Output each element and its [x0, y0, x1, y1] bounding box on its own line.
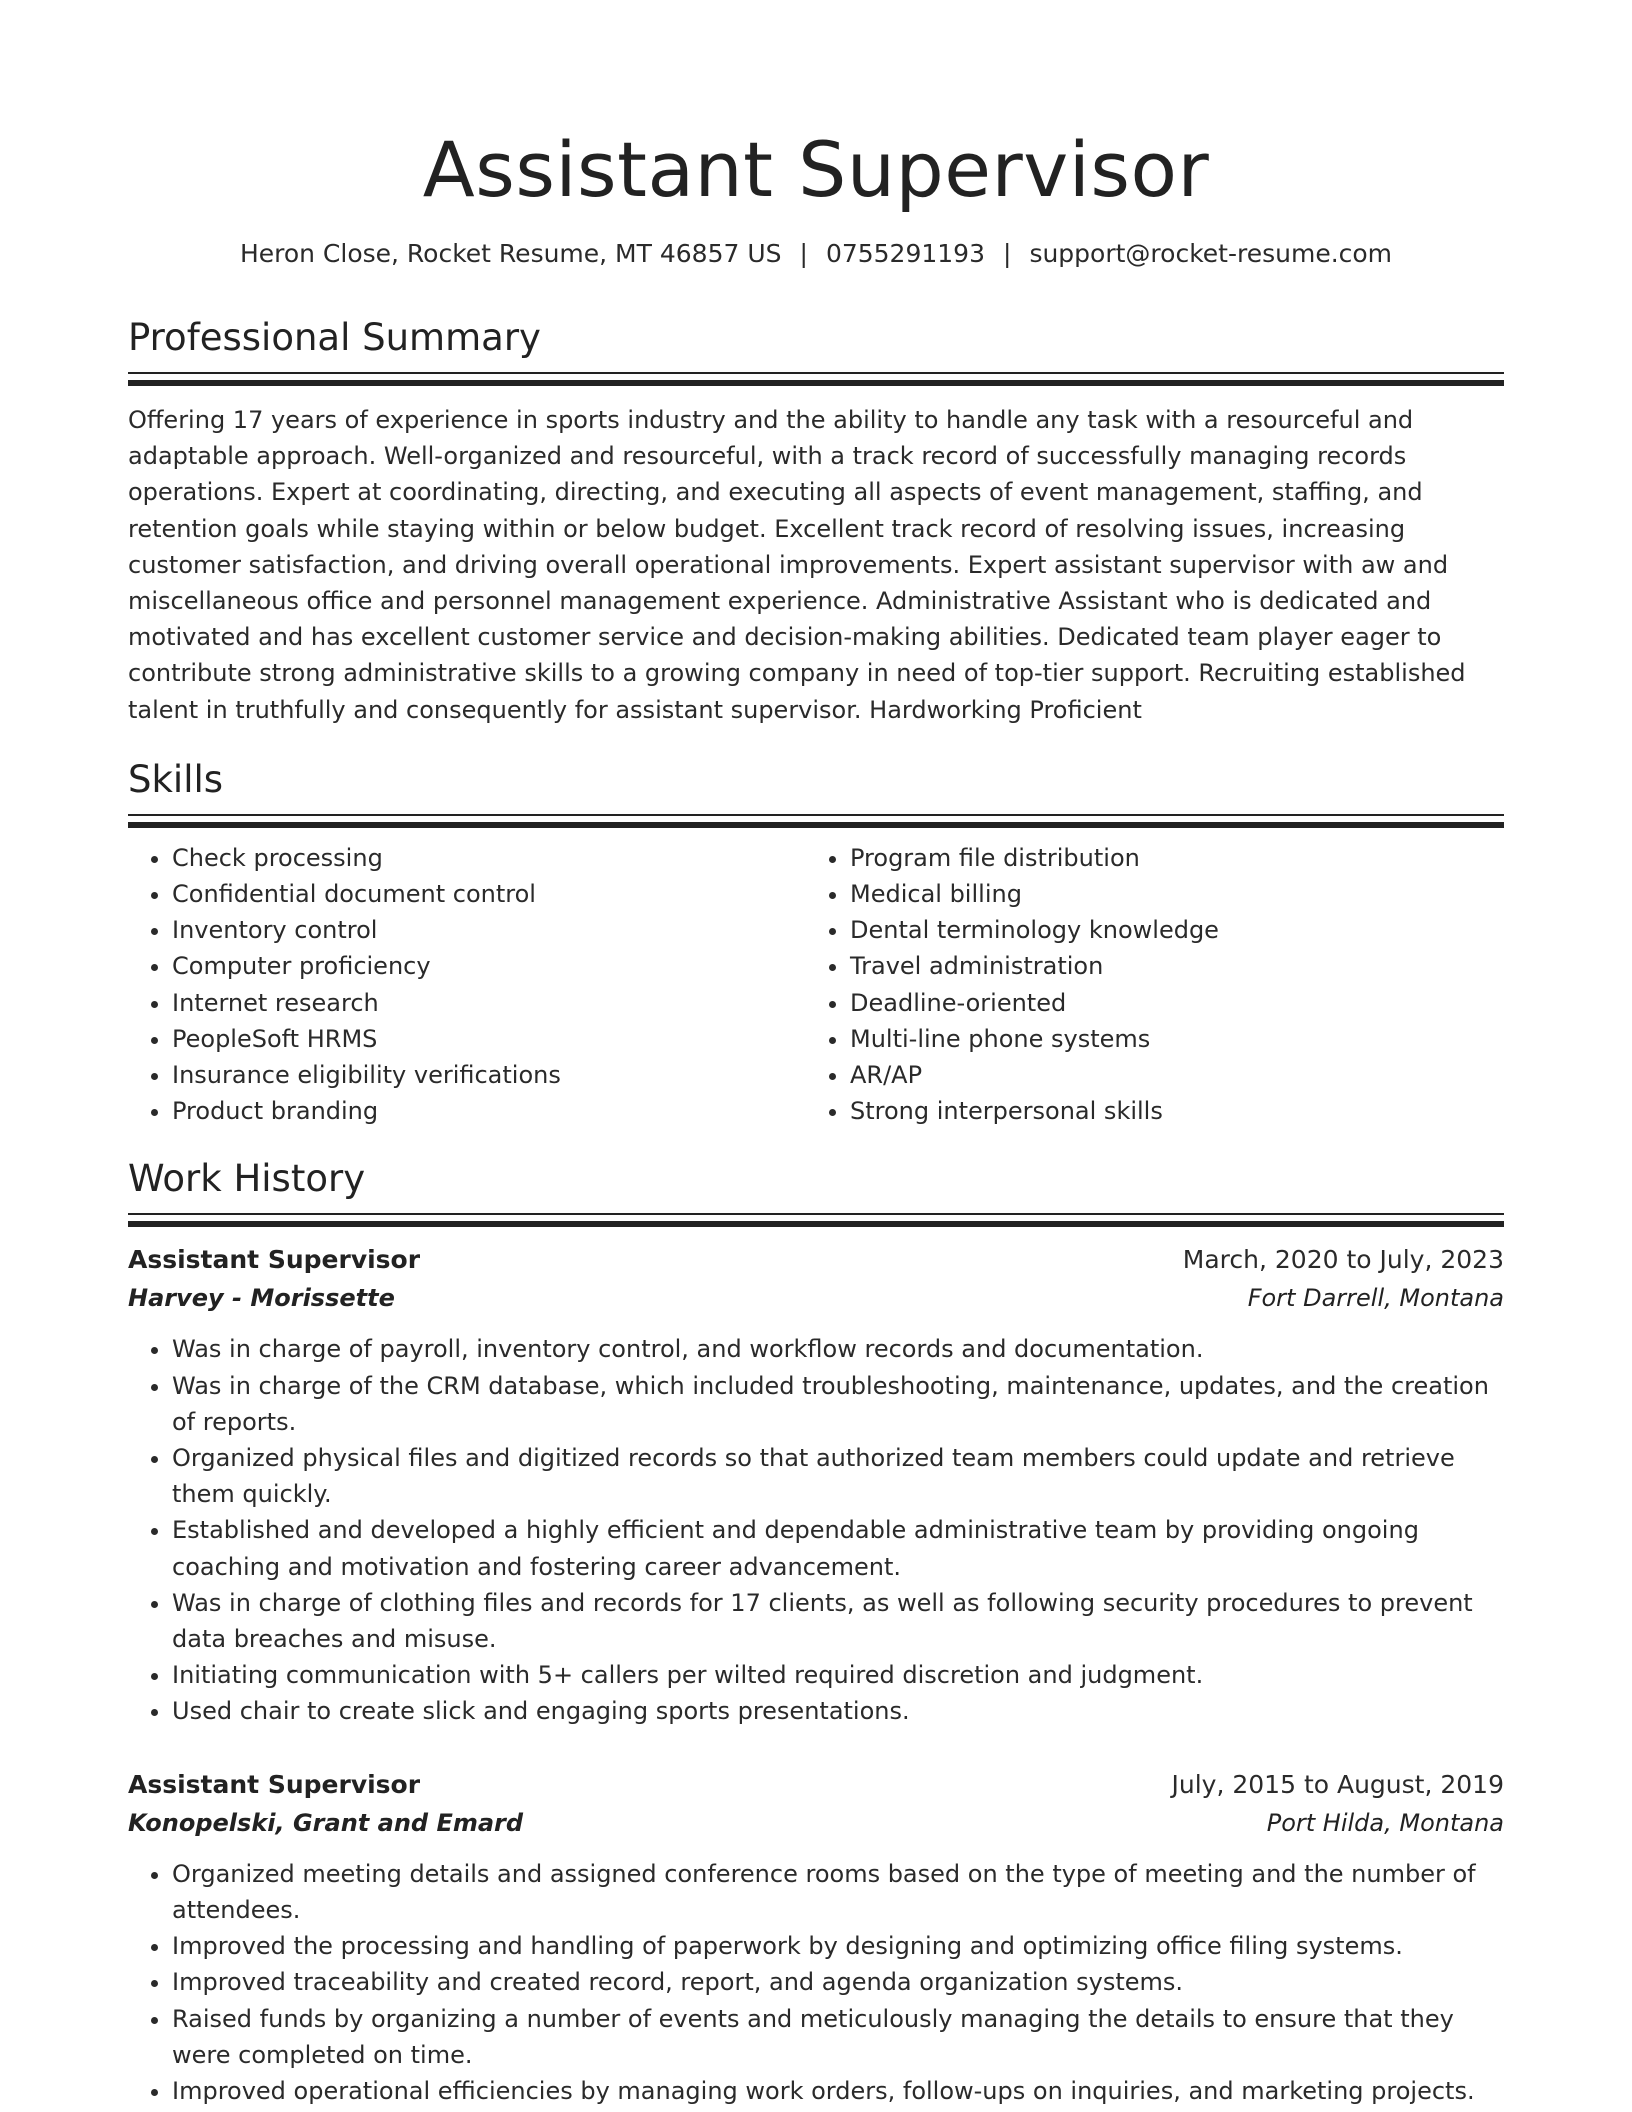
job-bullet: • Was in charge of the CRM database, which included troubleshooting, maintenance, updates, and the creation of reports. — [172, 1368, 1504, 1440]
job-location: Fort Darrell, Montana — [1247, 1284, 1504, 1313]
job-dates: March, 2020 to July, 2023 — [1182, 1245, 1504, 1275]
skill-item: • Dental terminology knowledge — [850, 912, 1484, 948]
job-subheader — [128, 1279, 1504, 1317]
section-title-skills: Skills — [128, 757, 224, 801]
job-location: Port Hilda, Montana — [1266, 1808, 1504, 1837]
job-entry — [128, 1766, 1504, 2109]
resume-page — [128, 0, 1504, 2109]
job-bullet: • Established and developed a highly efficient and dependable administrative team by providing ongoing coaching and motivation and fostering career advancement. — [172, 1512, 1504, 1584]
skill-item: • PeopleSoft HRMS — [172, 1021, 806, 1057]
job-company: Harvey - Morissette — [128, 1284, 395, 1313]
section-divider — [128, 1213, 1504, 1227]
contact-separator: | — [799, 239, 808, 268]
job-bullet: • Organized meeting details and assigned conference rooms based on the type of meeting and the number of attendees. — [172, 1856, 1504, 1928]
section-divider — [128, 814, 1504, 828]
skills-list-right — [806, 840, 1484, 1130]
skill-item: • Internet research — [172, 985, 806, 1021]
contact-line — [128, 238, 1504, 270]
job-header — [128, 1766, 1504, 1804]
contact-address: Heron Close, Rocket Resume, MT 46857 US — [239, 239, 782, 268]
job-bullet: • Improved the processing and handling of paperwork by designing and optimizing office filing systems. — [172, 1928, 1504, 1964]
job-title: Assistant Supervisor — [128, 1769, 421, 1799]
contact-email: support@rocket-resume.com — [1029, 239, 1393, 268]
skill-item: • Insurance eligibility verifications — [172, 1057, 806, 1093]
skill-item: • Travel administration — [850, 948, 1484, 984]
skills-list-left — [128, 840, 806, 1130]
skills-section — [128, 756, 1504, 1130]
contact-separator: | — [1003, 239, 1012, 268]
job-bullet: • Initiating communication with 5+ callers per wilted required discretion and judgment. — [172, 1657, 1504, 1693]
contact-phone: 0755291193 — [825, 239, 985, 268]
job-bullet: • Used chair to create slick and engaging sports presentations. — [172, 1693, 1504, 1729]
job-bullets — [128, 1856, 1504, 2109]
skill-item: • Confidential document control — [172, 876, 806, 912]
summary-text: Offering 17 years of experience in sports industry and the ability to handle any task with a resourceful and adaptable approach. Well-organized and resourceful, with a track record of successfully managing records operations. Expert at coordinating, directing, and executing all aspects of event management, staffing, and retention goals while staying within or below budget. Excellent track record of resolving issues, increasing customer satisfaction, and driving overall operational improvements. Expert assistant supervisor with aw and miscellaneous office and personnel management experience. Administrative Assistant who is dedicated and motivated and has excellent customer service and decision-making abilities. Dedicated team player eager to contribute strong administrative skills to a growing company in need of top-tier support. Recruiting established talent in truthfully and consequently for assistant supervisor. Hardworking Proficient — [128, 406, 1466, 724]
job-entry — [128, 1241, 1504, 1729]
skill-item: • Deadline-oriented — [850, 985, 1484, 1021]
section-divider — [128, 372, 1504, 386]
skill-item: • Check processing — [172, 840, 806, 876]
job-bullet: • Was in charge of clothing files and records for 17 clients, as well as following security procedures to prevent data breaches and misuse. — [172, 1585, 1504, 1657]
resume-name: Assistant Supervisor — [422, 125, 1210, 214]
job-bullet: • Organized physical files and digitized records so that authorized team members could update and retrieve them quickly. — [172, 1440, 1504, 1512]
job-bullet: • Improved traceability and created record, report, and agenda organization systems. — [172, 1964, 1504, 2000]
skills-columns — [128, 840, 1504, 1130]
skill-item: • Inventory control — [172, 912, 806, 948]
job-bullet: • Was in charge of payroll, inventory control, and workflow records and documentation. — [172, 1331, 1504, 1367]
job-bullet: • Raised funds by organizing a number of events and meticulously managing the details to ensure that they were completed on time. — [172, 2001, 1504, 2073]
section-title-summary: Professional Summary — [128, 316, 541, 359]
skill-item: • Product branding — [172, 1093, 806, 1129]
summary-section — [128, 314, 1504, 728]
work-section — [128, 1155, 1504, 2109]
section-title-work: Work History — [128, 1157, 366, 1201]
skill-item: • Strong interpersonal skills — [850, 1093, 1484, 1129]
job-company: Konopelski, Grant and Emard — [128, 1808, 524, 1837]
job-bullets — [128, 1331, 1504, 1729]
job-bullet: • Improved operational efficiencies by managing work orders, follow-ups on inquiries, and marketing projects. — [172, 2073, 1504, 2109]
skill-item: • Medical billing — [850, 876, 1484, 912]
job-title: Assistant Supervisor — [128, 1245, 421, 1275]
job-header — [128, 1241, 1504, 1279]
skill-item: • Program file distribution — [850, 840, 1484, 876]
job-subheader — [128, 1804, 1504, 1842]
skill-item: • Multi-line phone systems — [850, 1021, 1484, 1057]
skill-item: • Computer proficiency — [172, 948, 806, 984]
skill-item: • AR/AP — [850, 1057, 1484, 1093]
job-dates: July, 2015 to August, 2019 — [1171, 1769, 1504, 1799]
